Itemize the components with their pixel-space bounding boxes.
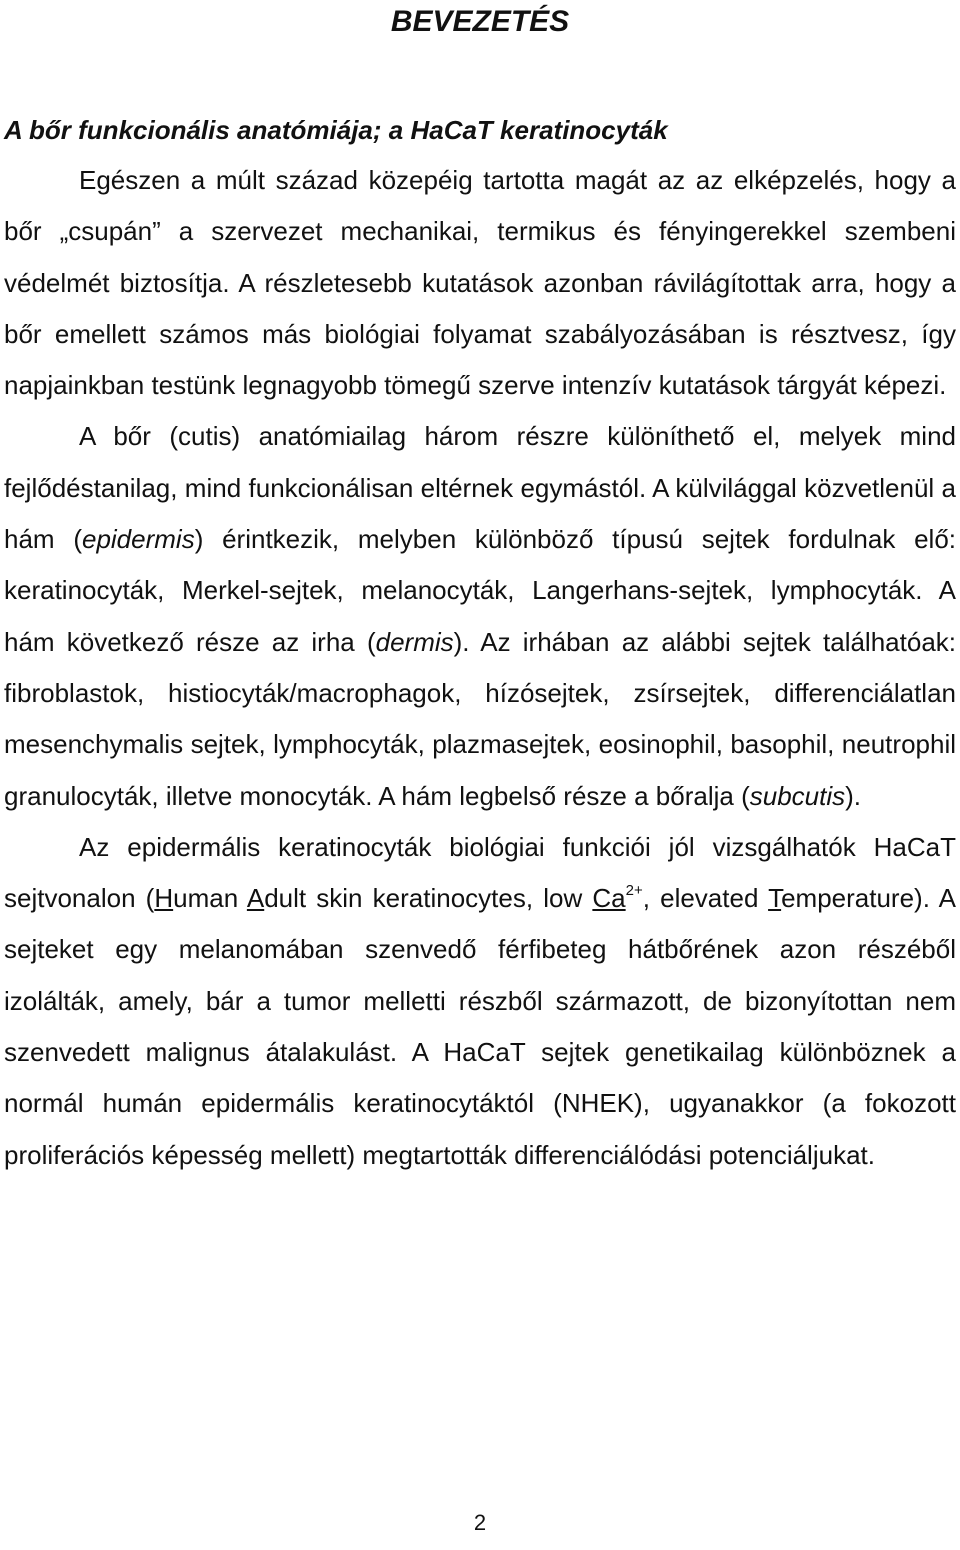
section-heading: A bőr funkcionális anatómiája; a HaCaT keratinocyták [4,115,668,145]
paragraph-2-text-c: ). Az irhában az alábbi sejtek találhatóak: fibroblastok, histiocyták/macrophagok, hízósejtek, zsírsejtek, differenciálatlan mesenchymalis sejtek, lymphocyták, plazmasejtek, eosinophil, basophil, neutrophil granulocyták, illetve monocyták. A hám legbelső része a bőralja ( [4,626,956,811]
acronym-letter-a: A [246,883,265,914]
acronym-ca: Ca [592,883,626,914]
paragraph-2-text-b: ) érintkezik, melyben különböző típusú sejtek fordulnak elő: keratinocyták, Merkel-sejtek, melanocyták, Langerhans-sejtek, lymphocyták. A hám következő része az irha ( [4,524,956,657]
ca-charge-superscript: 2+ [625,882,643,900]
page-number: 2 [473,1510,487,1535]
page-title: BEVEZETÉS [390,5,570,38]
paragraph-3-text-c: dult skin keratinocytes, low [264,883,593,914]
paragraph-2-text-d: ). [845,780,862,811]
term-subcutis: subcutis [749,780,846,811]
paragraph-2-text-a: A bőr (cutis) anatómiailag három részre különíthető el, melyek mind fejlődéstanilag, mind funkcionálisan eltérnek egymástól. A külvilággal közvetlenül a hám ( [4,421,956,555]
term-dermis: dermis [375,626,454,657]
paragraph-1: Egészen a múlt század közepéig tartotta magát az az elképzelés, hogy a bőr „csupán” a szervezet mechanikai, termikus és fényingerekkel szembeni védelmét biztosítja. A részletesebb kutatások azonban rávilágítottak arra, hogy a bőr emellett számos más biológiai folyamat szabályozásában is résztvesz, így napjainkban testünk legnagyobb tömegű szerve intenzív kutatások tárgyát képezi. [4,165,956,401]
paragraph-3-text-d: , elevated [642,883,769,914]
body-text [4,155,956,1181]
document-page [4,0,956,1550]
paragraph-3-text-a: Az epidermális keratinocyták biológiai funkciói jól vizsgálhatók HaCaT sejtvonalon ( [4,831,956,914]
acronym-letter-h: H [154,883,174,914]
acronym-letter-t: T [768,883,782,914]
paragraph-3 [4,822,956,1181]
paragraph-2 [4,411,956,821]
paragraph-3-text-e: emperature). A sejteket egy melanomában szenvedő férfibeteg hátbőrének azon részéből izolálták, amely, bár a tumor melletti részből származott, de bizonyítottan nem szenvedett malignus átalakulást. A HaCaT sejtek genetikailag különböznek a normál humán epidermális keratinocytáktól (NHEK), ugyanakkor (a fokozott proliferációs képesség mellett) megtartották differenciálódási potenciáljukat. [4,883,956,1170]
term-epidermis: epidermis [81,524,195,555]
paragraph-3-text-b: uman [173,883,247,914]
